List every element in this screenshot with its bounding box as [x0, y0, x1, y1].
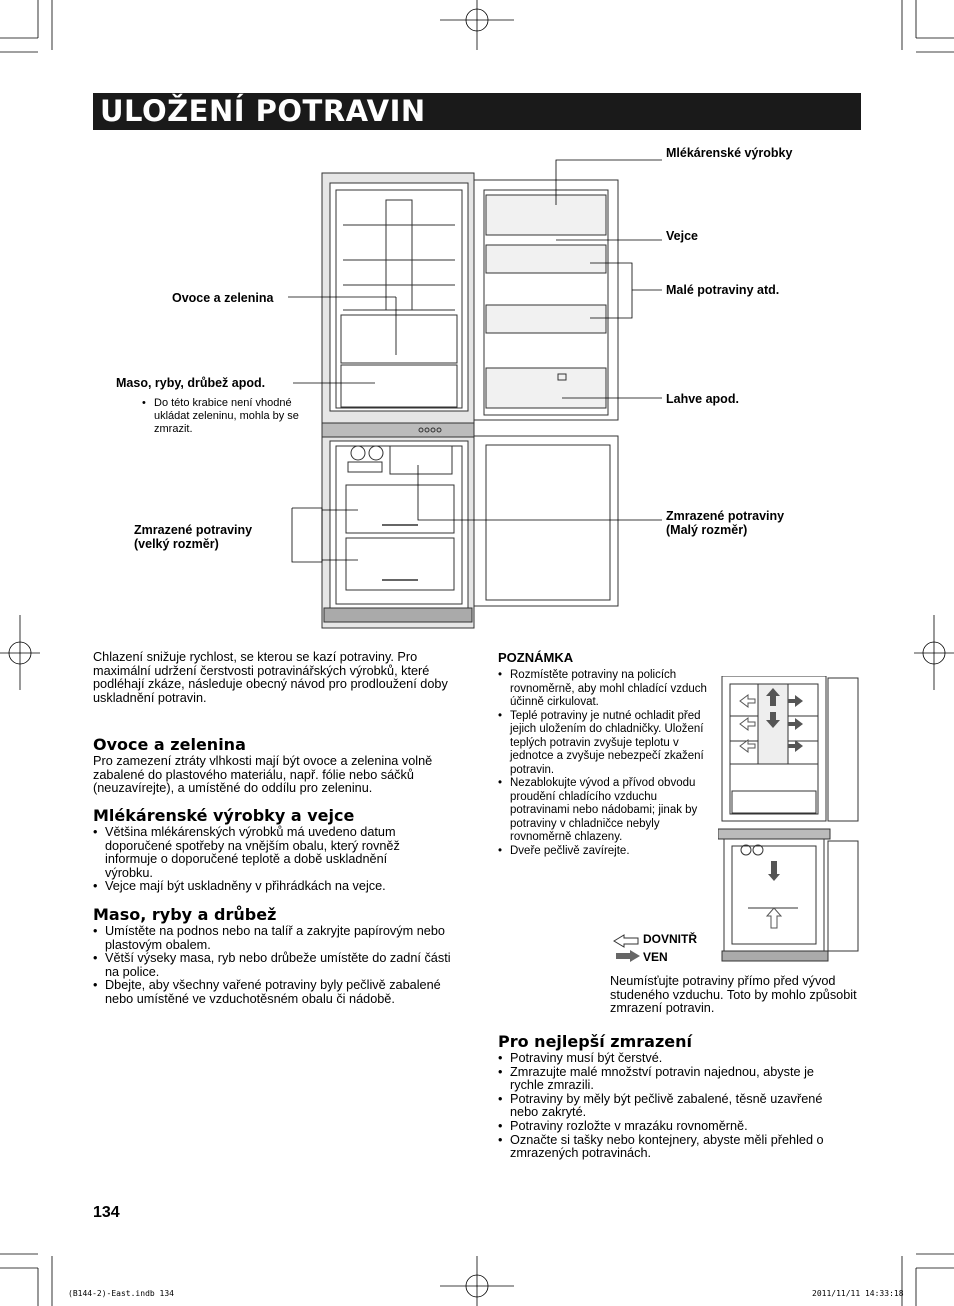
- intro-paragraph: Chlazení snižuje rychlost, se kterou se kazí potraviny. Pro maximální udržení čerstvosti potravinářských výrobků, které podléhají zkáze, následuje obecný návod pro prodloužení doby uskladnění potravin.: [93, 650, 448, 705]
- list-item: • Větší výseky masa, ryb nebo drůbeže umístěte do zadní části na police.: [93, 952, 453, 979]
- label-meat: Maso, ryby, drůbež apod.: [116, 376, 266, 390]
- footer-file: (B144-2)-East.indb 134: [68, 1289, 174, 1298]
- freezing-list: [498, 1052, 848, 1161]
- label-fruit-veg: Ovoce a zelenina: [172, 291, 274, 305]
- list-item: • Rozmístěte potraviny na policích rovnoměrně, aby mohl chladící vzduch účinně cirkulovat.: [498, 669, 713, 710]
- label-dairy: Mlékárenské výrobky: [666, 146, 793, 160]
- heading-note: POZNÁMKA: [498, 650, 574, 665]
- label-eggs: Vejce: [666, 229, 698, 243]
- label-small-food: Malé potraviny atd.: [666, 283, 780, 297]
- heading-dairy: Mlékárenské výrobky a vejce: [93, 806, 355, 825]
- list-item: • Zmrazujte malé množství potravin najednou, abyste je rychle zmrazili.: [498, 1066, 848, 1093]
- list-item: • Označte si tašky nebo kontejnery, abyste měli přehled o zmrazených potravinách.: [498, 1134, 848, 1161]
- list-item: • Nezablokujte vývod a přívod obvodu proudění chladícího vzduchu potravinami nebo nádobami; jinak by potraviny v chladničce nebyly rovnoměrně chlazeny.: [498, 777, 713, 845]
- fruit-text: Pro zamezení ztráty vlhkosti mají být ovoce a zelenina volně zabalené do plastového materiálu, např. fólie nebo sáčků (neuzavírejte), a umístěné do oddílu pro zeleninu.: [93, 754, 433, 796]
- label-bottles: Lahve apod.: [666, 392, 739, 406]
- list-item: • Potraviny musí být čerstvé.: [498, 1052, 848, 1066]
- legend-in: DOVNITŘ: [643, 932, 697, 946]
- list-item: • Potraviny rozložte v mrazáku rovnoměrně.: [498, 1120, 848, 1134]
- list-item: • Teplé potraviny je nutné ochladit před jejich uložením do chladničky. Uložení teplých potravin zvyšuje teplotu v jednotce a zvyšuje nebezpečí zkažení potravin.: [498, 710, 713, 778]
- note-caption: Neumísťujte potraviny přímo před vývod studeného vzduchu. Toto by mohlo způsobit zmrazení potravin.: [610, 974, 857, 1016]
- dairy-list: [93, 826, 423, 894]
- heading-fruit: Ovoce a zelenina: [93, 735, 246, 754]
- page-number: 134: [93, 1204, 120, 1221]
- label-frozen-large: Zmrazené potraviny (velký rozměr): [134, 523, 253, 551]
- airflow-diagram: [718, 676, 860, 966]
- list-item: • Dveře pečlivě zavírejte.: [498, 845, 713, 859]
- list-item: • Potraviny by měly být pečlivě zabalené, těsně uzavřené nebo zakryté.: [498, 1093, 848, 1120]
- meat-list: [93, 925, 453, 1007]
- heading-meat: Maso, ryby a drůbež: [93, 905, 277, 924]
- heading-freezing: Pro nejlepší zmrazení: [498, 1032, 692, 1051]
- airflow-legend-arrows: [612, 933, 642, 963]
- label-frozen-small: Zmrazené potraviny (Malý rozměr): [666, 509, 785, 537]
- meat-note: • Do této krabice není vhodné ukládat zeleninu, mohla by se zmrazit.: [142, 397, 302, 436]
- footer-date: 2011/11/11 14:33:18: [812, 1289, 904, 1298]
- list-item: • Umístěte na podnos nebo na talíř a zakryjte papírovým nebo plastovým obalem.: [93, 925, 453, 952]
- note-list: [498, 669, 713, 858]
- list-item: • Vejce mají být uskladněny v přihrádkách na vejce.: [93, 880, 423, 894]
- page-title: ULOŽENÍ POTRAVIN: [100, 94, 426, 128]
- legend-out: VEN: [643, 950, 668, 964]
- list-item: • Většina mlékárenských výrobků má uvedeno datum doporučené spotřeby na vnějším obalu, který rovněž informuje o doporučené teplotě a době uskladnění výrobku.: [93, 826, 423, 880]
- list-item: • Dbejte, aby všechny vařené potraviny byly pečlivě zabalené nebo umístěné ve vzduchotěsném obalu či nádobě.: [93, 979, 453, 1006]
